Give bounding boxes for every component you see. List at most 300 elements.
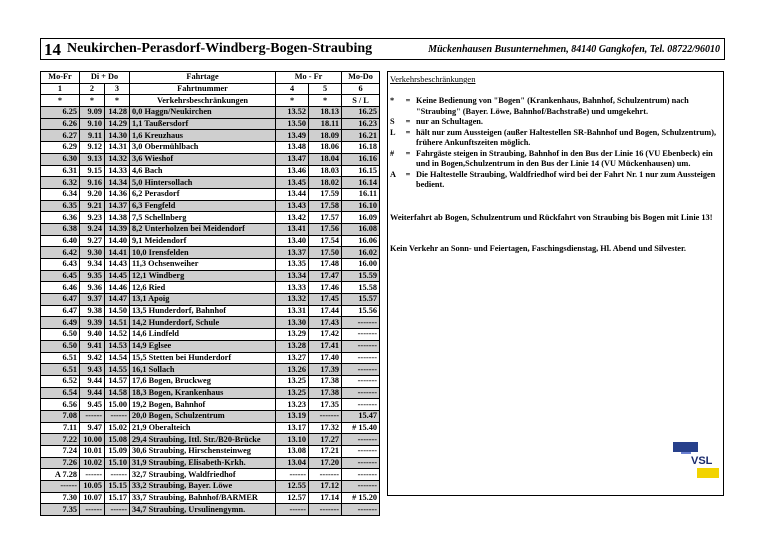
time-cell: 13.32: [276, 294, 309, 306]
stop-name-cell: 3,0 Obermühlbach: [130, 142, 276, 154]
stop-name-cell: 3,6 Wieshof: [130, 153, 276, 165]
time-cell: 13.43: [276, 200, 309, 212]
time-cell: 17.56: [309, 223, 342, 235]
time-cell: 17.39: [309, 364, 342, 376]
time-cell: 12.57: [276, 492, 309, 504]
time-cell: -------: [342, 446, 380, 458]
time-cell: 16.18: [342, 142, 380, 154]
table-row: [41, 340, 380, 352]
time-cell: 9.40: [80, 329, 105, 341]
table-row: [41, 457, 380, 469]
time-cell: 17.50: [309, 247, 342, 259]
stop-name-cell: 20,0 Bogen, Schulzentrum: [130, 410, 276, 422]
time-cell: 13.31: [276, 305, 309, 317]
time-cell: 14.47: [105, 294, 130, 306]
time-cell: 10.02: [80, 457, 105, 469]
time-cell: 17.54: [309, 235, 342, 247]
time-cell: 14.50: [105, 305, 130, 317]
time-cell: ------: [276, 469, 309, 481]
time-cell: 17.38: [309, 375, 342, 387]
time-cell: 13.42: [276, 212, 309, 224]
time-cell: 17.12: [309, 481, 342, 493]
route-title: Neukirchen-Perasdorf-Windberg-Bogen-Straubing: [67, 41, 373, 56]
time-cell: 15.10: [105, 457, 130, 469]
time-cell: 13.27: [276, 352, 309, 364]
head-cell: 5: [309, 83, 342, 95]
time-cell: 13.33: [276, 282, 309, 294]
line-number: 14: [44, 40, 61, 59]
time-cell: 17.14: [309, 492, 342, 504]
time-cell: 16.16: [342, 153, 380, 165]
time-cell: 13.40: [276, 235, 309, 247]
time-cell: 18.11: [309, 118, 342, 130]
stop-name-cell: 14,2 Hunderdorf, Schule: [130, 317, 276, 329]
time-cell: 18.09: [309, 130, 342, 142]
table-row: [41, 247, 380, 259]
table-row: [41, 118, 380, 130]
time-cell: 17.43: [309, 317, 342, 329]
head-cell: Mo - Fr: [276, 72, 342, 84]
time-cell: 9.10: [80, 118, 105, 130]
time-cell: 14.54: [105, 352, 130, 364]
time-cell: 17.38: [309, 387, 342, 399]
table-row: [41, 375, 380, 387]
time-cell: 13.44: [276, 188, 309, 200]
time-cell: 14.52: [105, 329, 130, 341]
table-row: [41, 142, 380, 154]
table-row: [41, 212, 380, 224]
time-cell: ------: [80, 410, 105, 422]
time-cell: 17.40: [309, 352, 342, 364]
time-cell: -------: [342, 387, 380, 399]
time-cell: 9.41: [80, 340, 105, 352]
timetable-header: [40, 38, 725, 60]
time-cell: 7.26: [41, 457, 80, 469]
time-cell: -------: [342, 364, 380, 376]
time-cell: A 7.28: [41, 469, 80, 481]
time-cell: 13.34: [276, 270, 309, 282]
stop-name-cell: 9,1 Meidendorf: [130, 235, 276, 247]
note-key: S: [390, 117, 395, 126]
time-cell: 7.24: [41, 446, 80, 458]
time-cell: 17.45: [309, 294, 342, 306]
time-cell: 9.44: [80, 387, 105, 399]
time-cell: -------: [342, 457, 380, 469]
stop-name-cell: 6,3 Fengfeld: [130, 200, 276, 212]
table-row: [41, 305, 380, 317]
time-cell: 15.57: [342, 294, 380, 306]
stop-name-cell: 4,6 Bach: [130, 165, 276, 177]
note-equals: =: [405, 148, 411, 158]
time-cell: -------: [342, 469, 380, 481]
time-cell: 14.34: [105, 177, 130, 189]
note-text: nur an Schultagen.: [416, 117, 483, 126]
time-cell: 13.52: [276, 107, 309, 119]
time-cell: 14.55: [105, 364, 130, 376]
time-cell: 13.26: [276, 364, 309, 376]
time-cell: 13.25: [276, 387, 309, 399]
note-equals: =: [405, 127, 411, 137]
time-cell: 15.59: [342, 270, 380, 282]
time-cell: 15.56: [342, 305, 380, 317]
stop-name-cell: 1,6 Kreuzhaus: [130, 130, 276, 142]
time-cell: 6.38: [41, 223, 80, 235]
time-cell: 15.47: [342, 410, 380, 422]
table-row: [41, 352, 380, 364]
time-cell: -------: [309, 469, 342, 481]
time-cell: # 15.40: [342, 422, 380, 434]
table-row: [41, 177, 380, 189]
restriction-note: [390, 96, 720, 117]
time-cell: 16.14: [342, 177, 380, 189]
table-row: [41, 399, 380, 411]
time-cell: 9.27: [80, 235, 105, 247]
note-text: Fahrgäste steigen in Straubing, Bahnhof in den Bus der Linie 16 (VU Ebenbeck) ein und in Bogen,Schulzentrum in den Bus der Linie 14 (VU Mückenhausen) um.: [416, 148, 713, 168]
time-cell: ------: [41, 481, 80, 493]
time-cell: 17.58: [309, 200, 342, 212]
stop-name-cell: 0,0 Haggn/Neukirchen: [130, 107, 276, 119]
table-row: [41, 317, 380, 329]
time-cell: 13.46: [276, 165, 309, 177]
time-cell: 6.25: [41, 107, 80, 119]
time-cell: 18.04: [309, 153, 342, 165]
time-cell: 14.39: [105, 223, 130, 235]
time-cell: 14.40: [105, 235, 130, 247]
time-cell: 9.24: [80, 223, 105, 235]
time-cell: 9.09: [80, 107, 105, 119]
time-cell: ------: [276, 504, 309, 516]
stop-name-cell: 33,7 Straubing, Bahnhof/BARMER: [130, 492, 276, 504]
table-row: [41, 107, 380, 119]
time-cell: 15.17: [105, 492, 130, 504]
note-text: hält nur zum Aussteigen (außer Haltestellen SR-Bahnhof und Bogen, Schulzentrum), frühere Ankunftszeiten möglich.: [416, 127, 717, 147]
time-cell: 9.38: [80, 305, 105, 317]
time-cell: 9.13: [80, 153, 105, 165]
stop-name-cell: 16,1 Sollach: [130, 364, 276, 376]
time-cell: 9.30: [80, 247, 105, 259]
time-cell: 17.41: [309, 340, 342, 352]
time-cell: 9.42: [80, 352, 105, 364]
stop-name-cell: 30,6 Straubing, Hirschensteinweg: [130, 446, 276, 458]
table-row: [41, 235, 380, 247]
note-key: #: [390, 148, 395, 158]
time-cell: 13.28: [276, 340, 309, 352]
vsl-logo: [673, 442, 723, 482]
time-cell: 14.37: [105, 200, 130, 212]
stop-name-cell: 15,5 Stetten bei Hunderdorf: [130, 352, 276, 364]
table-row: [41, 282, 380, 294]
time-cell: 16.11: [342, 188, 380, 200]
head-cell: 4: [276, 83, 309, 95]
time-cell: -------: [342, 399, 380, 411]
time-cell: 6.40: [41, 235, 80, 247]
stop-name-cell: 18,3 Bogen, Krankenhaus: [130, 387, 276, 399]
stop-name-cell: 13,5 Hunderdorf, Bahnhof: [130, 305, 276, 317]
time-cell: 6.54: [41, 387, 80, 399]
time-cell: 17.42: [309, 329, 342, 341]
time-cell: 18.06: [309, 142, 342, 154]
head-cell: *: [105, 95, 130, 107]
time-cell: 9.43: [80, 364, 105, 376]
note-text: Keine Bedienung von "Bogen" (Krankenhaus, Bahnhof, Schulzentrum) nach "Straubing" (Bayer. Löwe, Bahnhof/Bachstraße) und umgekehrt.: [416, 96, 689, 116]
table-row: [41, 165, 380, 177]
time-cell: -------: [309, 410, 342, 422]
stop-name-cell: 6,2 Perasdorf: [130, 188, 276, 200]
time-cell: 15.15: [105, 481, 130, 493]
head-cell: 3: [105, 83, 130, 95]
time-cell: 14.33: [105, 165, 130, 177]
note-key: *: [390, 96, 395, 105]
table-row: [41, 294, 380, 306]
time-cell: 15.08: [105, 434, 130, 446]
time-cell: ------: [105, 469, 130, 481]
stop-name-cell: 31,9 Straubing, Elisabeth-Krkh.: [130, 457, 276, 469]
stop-name-cell: 14,6 Lindfeld: [130, 329, 276, 341]
table-row: [41, 504, 380, 516]
time-cell: 9.45: [80, 399, 105, 411]
stop-name-cell: 29,4 Straubing, Ittl. Str./B20-Brücke: [130, 434, 276, 446]
time-cell: 7.11: [41, 422, 80, 434]
time-cell: 6.51: [41, 352, 80, 364]
time-cell: -------: [342, 329, 380, 341]
note-equals: =: [405, 169, 411, 179]
time-cell: 18.02: [309, 177, 342, 189]
time-cell: 13.17: [276, 422, 309, 434]
time-cell: ------: [80, 469, 105, 481]
time-cell: 13.29: [276, 329, 309, 341]
time-cell: 16.09: [342, 212, 380, 224]
time-cell: 6.50: [41, 329, 80, 341]
time-cell: 10.07: [80, 492, 105, 504]
time-cell: 16.10: [342, 200, 380, 212]
table-row: [41, 446, 380, 458]
time-cell: 6.51: [41, 364, 80, 376]
head-cell: *: [276, 95, 309, 107]
time-cell: 9.15: [80, 165, 105, 177]
stop-name-cell: 34,7 Straubing, Ursulinengymn.: [130, 504, 276, 516]
time-cell: 17.20: [309, 457, 342, 469]
time-cell: 13.10: [276, 434, 309, 446]
time-cell: 16.23: [342, 118, 380, 130]
head-cell: *: [80, 95, 105, 107]
table-row: [41, 422, 380, 434]
time-cell: 6.52: [41, 375, 80, 387]
time-cell: 9.23: [80, 212, 105, 224]
table-row: [41, 364, 380, 376]
continuation-note: Weiterfahrt ab Bogen, Schulzentrum und Rückfahrt von Straubing bis Bogen mit Linie 13!: [390, 213, 713, 222]
time-cell: 14.51: [105, 317, 130, 329]
time-cell: 7.35: [41, 504, 80, 516]
time-cell: 9.34: [80, 259, 105, 271]
time-cell: 14.57: [105, 375, 130, 387]
time-cell: 14.30: [105, 130, 130, 142]
stop-name-cell: 11,3 Ochsenweiher: [130, 259, 276, 271]
time-cell: 17.59: [309, 188, 342, 200]
time-cell: 17.27: [309, 434, 342, 446]
time-cell: 14.53: [105, 340, 130, 352]
time-cell: 15.02: [105, 422, 130, 434]
stop-name-cell: 12,1 Windberg: [130, 270, 276, 282]
time-cell: 13.08: [276, 446, 309, 458]
time-cell: 14.31: [105, 142, 130, 154]
time-cell: 9.39: [80, 317, 105, 329]
table-row: [41, 434, 380, 446]
time-cell: 6.34: [41, 188, 80, 200]
time-cell: 17.32: [309, 422, 342, 434]
time-cell: -------: [342, 352, 380, 364]
time-cell: 14.41: [105, 247, 130, 259]
table-row: [41, 200, 380, 212]
table-row: [41, 410, 380, 422]
time-cell: 13.45: [276, 177, 309, 189]
time-cell: 6.31: [41, 165, 80, 177]
time-cell: 14.32: [105, 153, 130, 165]
stop-name-cell: 7,5 Schellnberg: [130, 212, 276, 224]
time-cell: 16.21: [342, 130, 380, 142]
head-cell: 6: [342, 83, 380, 95]
head-cell: Mo-Fr: [41, 72, 80, 84]
time-cell: -------: [342, 375, 380, 387]
time-cell: 17.48: [309, 259, 342, 271]
stop-name-cell: 10,0 Irensfelden: [130, 247, 276, 259]
time-cell: 18.13: [309, 107, 342, 119]
time-cell: 9.12: [80, 142, 105, 154]
stop-name-cell: 14,9 Eglsee: [130, 340, 276, 352]
time-cell: 16.25: [342, 107, 380, 119]
time-cell: 13.04: [276, 457, 309, 469]
time-cell: 7.30: [41, 492, 80, 504]
time-cell: 10.01: [80, 446, 105, 458]
time-cell: 6.30: [41, 153, 80, 165]
table-row: [41, 259, 380, 271]
restriction-note: [390, 170, 720, 191]
time-cell: 7.08: [41, 410, 80, 422]
time-cell: 10.00: [80, 434, 105, 446]
stop-name-cell: 33,2 Straubing, Bayer. Löwe: [130, 481, 276, 493]
stop-name-cell: 5,0 Hintersollach: [130, 177, 276, 189]
time-cell: 6.56: [41, 399, 80, 411]
time-cell: 18.03: [309, 165, 342, 177]
stop-name-cell: 1,1 Taußersdorf: [130, 118, 276, 130]
time-cell: 13.23: [276, 399, 309, 411]
time-cell: 14.36: [105, 188, 130, 200]
time-cell: 6.42: [41, 247, 80, 259]
restriction-note: [390, 149, 720, 170]
time-cell: 9.20: [80, 188, 105, 200]
head-cell: Fahrtage: [130, 72, 276, 84]
table-row: [41, 188, 380, 200]
time-cell: # 15.20: [342, 492, 380, 504]
svg-text:VSL: VSL: [691, 455, 713, 467]
time-cell: 16.02: [342, 247, 380, 259]
header-row-days: [41, 72, 380, 84]
time-cell: 17.21: [309, 446, 342, 458]
time-cell: -------: [342, 340, 380, 352]
time-cell: 6.46: [41, 282, 80, 294]
time-cell: 6.36: [41, 212, 80, 224]
time-cell: 6.43: [41, 259, 80, 271]
time-cell: 7.22: [41, 434, 80, 446]
time-cell: -------: [309, 504, 342, 516]
time-cell: -------: [342, 504, 380, 516]
time-cell: 17.46: [309, 282, 342, 294]
table-row: [41, 329, 380, 341]
time-cell: 13.47: [276, 153, 309, 165]
time-cell: 6.50: [41, 340, 80, 352]
restriction-note: [390, 117, 720, 128]
table-row: [41, 223, 380, 235]
time-cell: -------: [342, 481, 380, 493]
time-cell: 16.15: [342, 165, 380, 177]
table-row: [41, 153, 380, 165]
time-cell: 13.35: [276, 259, 309, 271]
time-cell: 10.05: [80, 481, 105, 493]
header-row-numbers: [41, 83, 380, 95]
time-cell: 6.49: [41, 317, 80, 329]
time-cell: 6.35: [41, 200, 80, 212]
time-cell: 13.49: [276, 130, 309, 142]
timetable: [40, 71, 380, 516]
head-cell: Verkehrsbeschränkungen: [130, 95, 276, 107]
time-cell: -------: [342, 434, 380, 446]
time-cell: -------: [342, 317, 380, 329]
time-cell: 13.19: [276, 410, 309, 422]
time-cell: 9.44: [80, 375, 105, 387]
time-cell: 6.26: [41, 118, 80, 130]
table-row: [41, 270, 380, 282]
table-row: [41, 492, 380, 504]
time-cell: 9.16: [80, 177, 105, 189]
time-cell: 16.06: [342, 235, 380, 247]
time-cell: 14.46: [105, 282, 130, 294]
table-row: [41, 130, 380, 142]
time-cell: 9.11: [80, 130, 105, 142]
stop-name-cell: 17,6 Bogen, Bruckweg: [130, 375, 276, 387]
head-cell: Di + Do: [80, 72, 130, 84]
time-cell: 6.47: [41, 294, 80, 306]
time-cell: 13.41: [276, 223, 309, 235]
time-cell: 17.44: [309, 305, 342, 317]
note-key: A: [390, 169, 396, 179]
time-cell: 14.45: [105, 270, 130, 282]
note-equals: =: [405, 96, 411, 105]
time-cell: 9.47: [80, 422, 105, 434]
stop-name-cell: 13,1 Apoig: [130, 294, 276, 306]
stop-name-cell: 21,9 Oberalteich: [130, 422, 276, 434]
restrictions-notes: [390, 96, 720, 191]
time-cell: 13.30: [276, 317, 309, 329]
time-cell: 14.28: [105, 107, 130, 119]
head-cell: *: [309, 95, 342, 107]
time-cell: 6.32: [41, 177, 80, 189]
time-cell: 14.58: [105, 387, 130, 399]
time-cell: 13.37: [276, 247, 309, 259]
time-cell: 6.45: [41, 270, 80, 282]
time-cell: 17.57: [309, 212, 342, 224]
table-row: [41, 387, 380, 399]
stop-name-cell: 32,7 Straubing, Waldfriedhof: [130, 469, 276, 481]
time-cell: 14.29: [105, 118, 130, 130]
time-cell: 13.48: [276, 142, 309, 154]
stop-name-cell: 12,6 Ried: [130, 282, 276, 294]
time-cell: 13.50: [276, 118, 309, 130]
head-cell: S / L: [342, 95, 380, 107]
time-cell: 16.00: [342, 259, 380, 271]
time-cell: 14.38: [105, 212, 130, 224]
head-cell: Mo-Do: [342, 72, 380, 84]
stop-name-cell: 8,2 Unterholzen bei Meidendorf: [130, 223, 276, 235]
time-cell: 17.47: [309, 270, 342, 282]
